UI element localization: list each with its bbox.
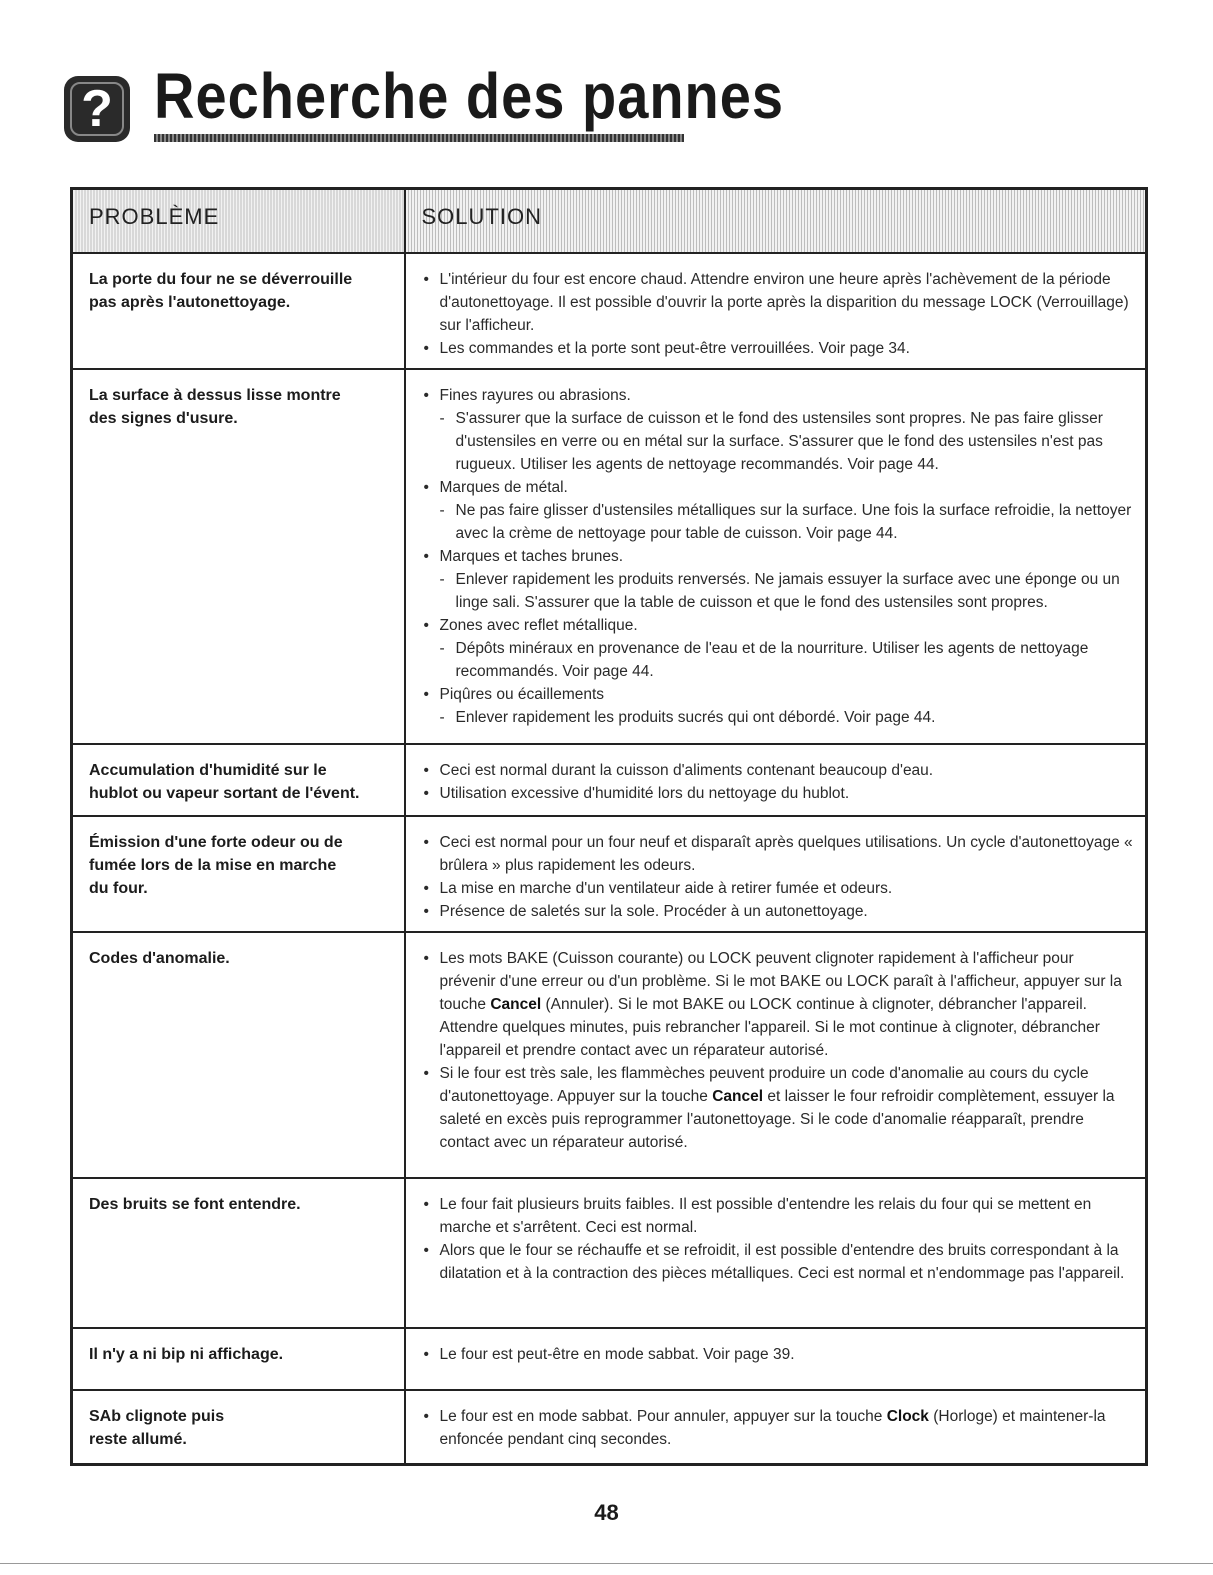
table-row [72,369,1147,744]
solution-item [420,947,1134,1062]
problem-cell: Codes d'anomalie. [72,932,405,1178]
solution-item [420,614,1134,683]
column-header-problem: PROBLÈME [72,189,405,254]
bottom-divider [0,1563,1213,1564]
problem-cell: La surface à dessus lisse montre des signes d'usure. [72,369,405,744]
table-row [72,1390,1147,1464]
solution-item [420,545,1134,614]
table-row [72,744,1147,816]
solution-cell [405,253,1147,369]
troubleshooting-table [70,187,1148,1466]
solution-item [420,683,1134,729]
table-row [72,1328,1147,1390]
problem-cell: Des bruits se font entendre. [72,1178,405,1328]
solution-subitem: - Enlever rapidement les produits renversés. Ne jamais essuyer la surface avec une éponge ou un linge sali. S'assurer que la table de cuisson et que le fond des ustensiles sont propres. [440,568,1134,614]
solution-text: et laisser le four refroidir complètement, essuyer la saleté en excès puis reprogrammer l'autonettoyage. Si le code d'anomalie réapparaît, prendre contact avec un réparateur autorisé. [439,1088,1115,1151]
solution-cell [405,932,1147,1178]
solution-item: • Ceci est normal pour un four neuf et disparaît après quelques utilisations. Un cycle d'autonettoyage « brûlera » plus rapidement les odeurs. [420,831,1134,877]
title-underline [154,134,684,142]
solution-text: Piqûres ou écaillements [439,686,605,703]
solution-subitem: - Ne pas faire glisser d'ustensiles métalliques sur la surface. Une fois la surface refroidie, la nettoyer avec la crème de nettoyage pour table de cuisson. Voir page 44. [440,499,1134,545]
solution-cell [405,744,1147,816]
solution-text: Marques et taches brunes. [439,548,624,565]
clock-key-label: Clock [886,1408,929,1425]
solution-item [420,1405,1134,1451]
solution-item [420,1062,1134,1154]
problem-cell: La porte du four ne se déverrouille pas après l'autonettoyage. [72,253,405,369]
solution-text: Zones avec reflet métallique. [439,617,638,634]
cancel-key-label: Cancel [490,996,542,1013]
solution-item: • L'intérieur du four est encore chaud. Attendre environ une heure après l'achèvement de la période d'autonettoyage. Il est possible d'ouvrir la porte après la disparition du message LOCK (Verrouillage) sur l'afficheur. [420,268,1134,337]
solution-text: Marques de métal. [439,479,568,496]
table-row [72,816,1147,932]
solution-subitem: - Dépôts minéraux en provenance de l'eau et de la nourriture. Utiliser les agents de nettoyage recommandés. Voir page 44. [440,637,1134,683]
table-row [72,932,1147,1178]
table-row [72,253,1147,369]
solution-item: • Utilisation excessive d'humidité lors du nettoyage du hublot. [420,782,1134,805]
solution-subitem: - S'assurer que la surface de cuisson et le fond des ustensiles sont propres. Ne pas faire glisser d'ustensiles en verre ou en métal sur la surface. S'assurer que le fond des ustensiles n'est pas rugueux. Utiliser les agents de nettoyage recommandés. Voir page 44. [440,407,1134,476]
solution-item: • Alors que le four se réchauffe et se refroidit, il est possible d'entendre des bruits correspondant à la dilatation et à la contraction des pièces métalliques. Ceci est normal et n'endommage pas l'appareil. [420,1239,1134,1285]
solution-item: • Le four est peut-être en mode sabbat. Voir page 39. [420,1343,1134,1366]
problem-cell: SAb clignote puis reste allumé. [72,1390,405,1464]
solution-subitem: - Enlever rapidement les produits sucrés qui ont débordé. Voir page 44. [440,706,1134,729]
question-mark-icon: ? [64,76,130,142]
solution-item: • Le four fait plusieurs bruits faibles. Il est possible d'entendre les relais du four qui se mettent en marche et s'arrêtent. Ceci est normal. [420,1193,1134,1239]
solution-cell [405,1178,1147,1328]
solution-cell [405,1390,1147,1464]
problem-cell: Émission d'une forte odeur ou de fumée lors de la mise en marche du four. [72,816,405,932]
solution-text: Le four est en mode sabbat. Pour annuler, appuyer sur la touche [439,1408,887,1425]
column-header-solution: SOLUTION [405,189,1147,254]
cancel-key-label: Cancel [712,1088,764,1105]
problem-cell: Il n'y a ni bip ni affichage. [72,1328,405,1390]
solution-text: (Annuler). Si le mot BAKE ou LOCK continue à clignoter, débrancher l'appareil. Attendre quelques minutes, puis rebrancher l'appareil. Si le mot continue à clignoter, débrancher l'appareil et prendre contact avec un réparateur autorisé. [439,996,1100,1059]
page-title: Recherche des pannes [154,59,785,132]
solution-text: Les mots BAKE (Cuisson courante) ou LOCK peuvent clignoter rapidement à l'afficheur pour prévenir d'une erreur ou d'un problème. Si le mot BAKE ou LOCK paraît à l'afficheur, appuyer sur la touche [439,950,1122,1013]
solution-item [420,476,1134,545]
solution-item [420,384,1134,476]
table-row [72,1178,1147,1328]
page-number: 48 [594,1500,619,1525]
solution-item: • Les commandes et la porte sont peut-être verrouillées. Voir page 34. [420,337,1134,360]
solution-text: (Horloge) et maintener-la enfoncée pendant cinq secondes. [439,1408,1106,1448]
table-header-row [72,189,1147,254]
solution-cell [405,369,1147,744]
solution-text: Si le four est très sale, les flammèches peuvent produire un code d'anomalie au cours du cycle d'autonettoyage. Appuyer sur la touche [439,1065,1089,1105]
problem-cell: Accumulation d'humidité sur le hublot ou vapeur sortant de l'évent. [72,744,405,816]
solution-item: • Présence de saletés sur la sole. Procéder à un autonettoyage. [420,900,1134,923]
solution-text: Fines rayures ou abrasions. [439,387,631,404]
solution-item: • La mise en marche d'un ventilateur aide à retirer fumée et odeurs. [420,877,1134,900]
solution-cell [405,1328,1147,1390]
solution-cell [405,816,1147,932]
solution-item: • Ceci est normal durant la cuisson d'aliments contenant beaucoup d'eau. [420,759,1134,782]
